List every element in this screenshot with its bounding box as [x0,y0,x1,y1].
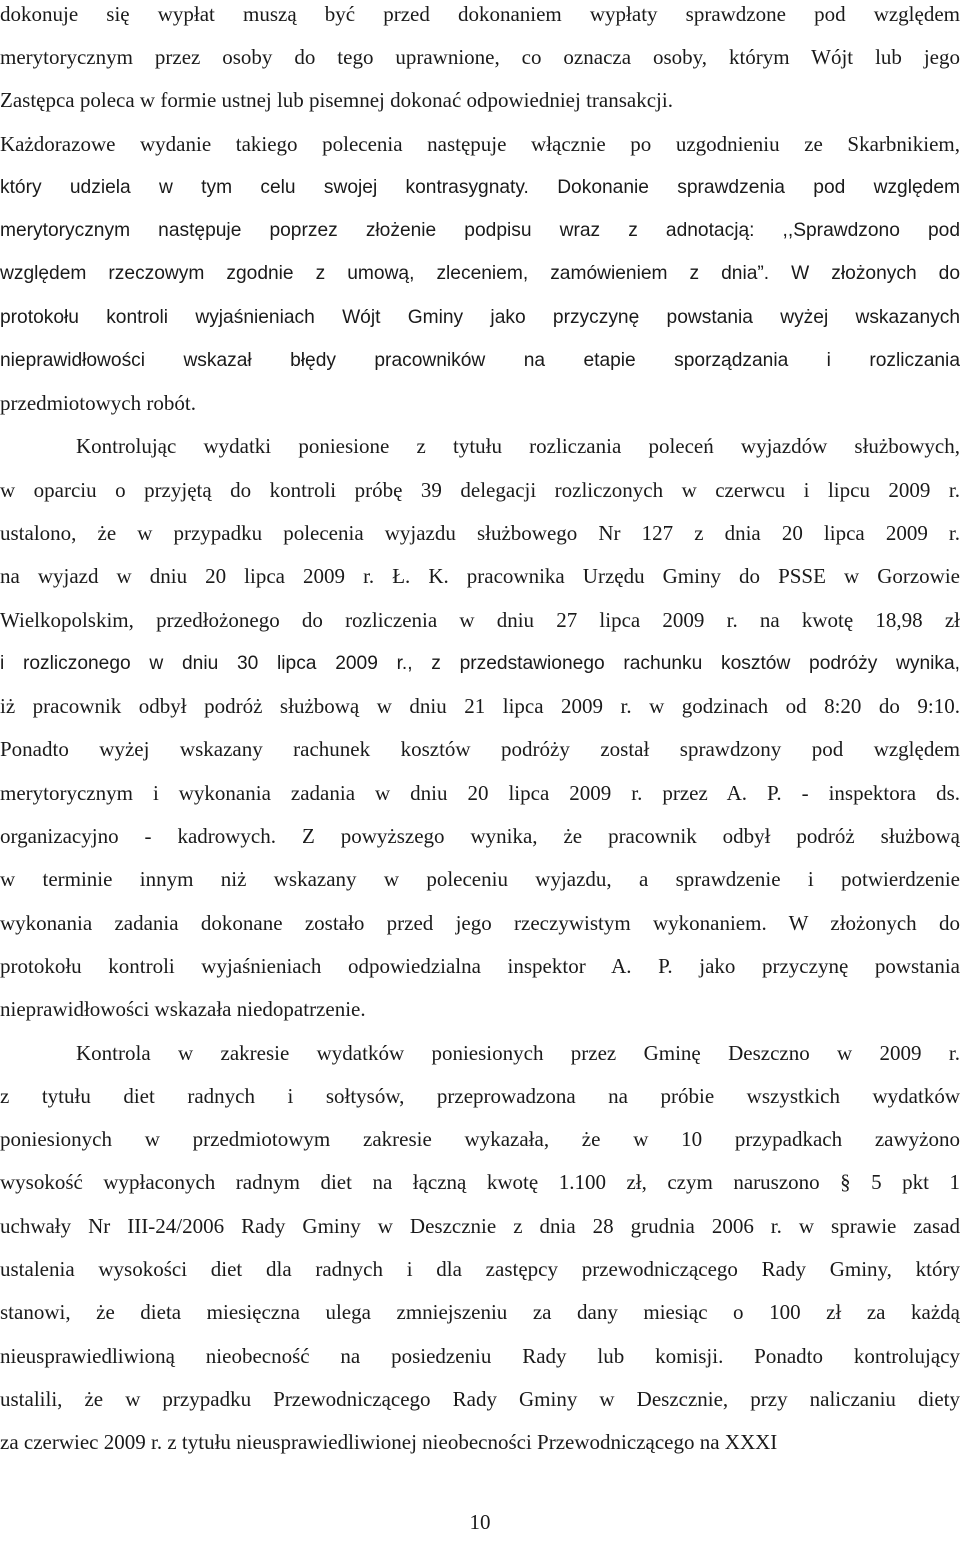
text-line: iż pracownik odbył podróż służbową w dniu 21 lipca 2009 r. w godzinach od 8:20 do 9:10. [0,694,960,718]
text-line: względem rzeczowym zgodnie z umową, zleceniem, zamówieniem z dnia”. W złożonych do [0,263,960,284]
text-line: nieusprawiedliwioną nieobecność na posiedzeniu Rady lub komisji. Ponadto kontrolujący [0,1344,960,1368]
page-number: 10 [469,1510,491,1534]
text-line: uchwały Nr III-24/2006 Rady Gminy w Deszcznie z dnia 28 grudnia 2006 r. w sprawie zasad [0,1214,960,1238]
text-line: stanowi, że dieta miesięczna ulega zmniejszeniu za dany miesiąc o 100 zł za każdą [0,1300,960,1324]
text-line: Kontrolując wydatki poniesione z tytułu rozliczania poleceń wyjazdów służbowych, [76,434,960,458]
text-line: za czerwiec 2009 r. z tytułu nieusprawiedliwionej nieobecności Przewodniczącego na XXXI [0,1430,778,1454]
text-line: ustalili, że w przypadku Przewodniczącego Rady Gminy w Deszcznie, przy naliczaniu diety [0,1387,960,1411]
text-line: Kontrola w zakresie wydatków poniesionych przez Gminę Deszczno w 2009 r. [76,1041,960,1065]
text-line: Wielkopolskim, przedłożonego do rozliczenia w dniu 27 lipca 2009 r. na kwotę 18,98 zł [0,608,960,632]
text-line: w oparciu o przyjętą do kontroli próbę 39 delegacji rozliczonych w czerwcu i lipcu 2009 r. [0,478,960,502]
text-line: wykonania zadania dokonane zostało przed jego rzeczywistym wykonaniem. W złożonych do [0,911,960,935]
text-line: nieprawidłowości wskazał błędy pracowników na etapie sporządzania i rozliczania [0,350,960,371]
text-line: Ponadto wyżej wskazany rachunek kosztów podróży został sprawdzony pod względem [0,737,960,761]
text-line: merytorycznym następuje poprzez złożenie podpisu wraz z adnotacją: ,,Sprawdzono pod [0,220,960,241]
text-line: w terminie innym niż wskazany w poleceniu wyjazdu, a sprawdzenie i potwierdzenie [0,867,960,891]
text-line: protokołu kontroli wyjaśnieniach odpowiedzialna inspektor A. P. jako przyczynę powstania [0,954,960,978]
text-line: nieprawidłowości wskazała niedopatrzenie. [0,997,366,1021]
text-line: merytorycznym przez osoby do tego uprawnione, co oznacza osoby, którym Wójt lub jego [0,45,960,69]
text-line: wysokość wypłaconych radnym diet na łączną kwotę 1.100 zł, czym naruszono § 5 pkt 1 [0,1170,960,1194]
text-line: Każdorazowe wydanie takiego polecenia następuje włącznie po uzgodnieniu ze Skarbnikiem, [0,132,960,156]
text-line: i rozliczonego w dniu 30 lipca 2009 r., z przedstawionego rachunku kosztów podróży wynika, [0,653,960,674]
text-line: merytorycznym i wykonania zadania w dniu 20 lipca 2009 r. przez A. P. - inspektora ds. [0,781,960,805]
text-line: który udziela w tym celu swojej kontrasygnaty. Dokonanie sprawdzenia pod względem [0,177,960,198]
text-line: poniesionych w przedmiotowym zakresie wykazała, że w 10 przypadkach zawyżono [0,1127,960,1151]
text-line: na wyjazd w dniu 20 lipca 2009 r. Ł. K. pracownika Urzędu Gminy do PSSE w Gorzowie [0,564,960,588]
text-line: protokołu kontroli wyjaśnieniach Wójt Gminy jako przyczynę powstania wyżej wskazanych [0,307,960,328]
text-line: dokonuje się wypłat muszą być przed dokonaniem wypłaty sprawdzone pod względem [0,2,960,26]
text-line: organizacyjno - kadrowych. Z powyższego wynika, że pracownik odbył podróż służbową [0,824,960,848]
text-line: przedmiotowych robót. [0,391,196,415]
text-line: ustalenia wysokości diet dla radnych i dla zastępcy przewodniczącego Rady Gminy, który [0,1257,960,1281]
text-line: Zastępca poleca w formie ustnej lub pisemnej dokonać odpowiedniej transakcji. [0,88,673,112]
text-line: ustalono, że w przypadku polecenia wyjazdu służbowego Nr 127 z dnia 20 lipca 2009 r. [0,521,960,545]
text-line: z tytułu diet radnych i sołtysów, przeprowadzona na próbie wszystkich wydatków [0,1084,960,1108]
